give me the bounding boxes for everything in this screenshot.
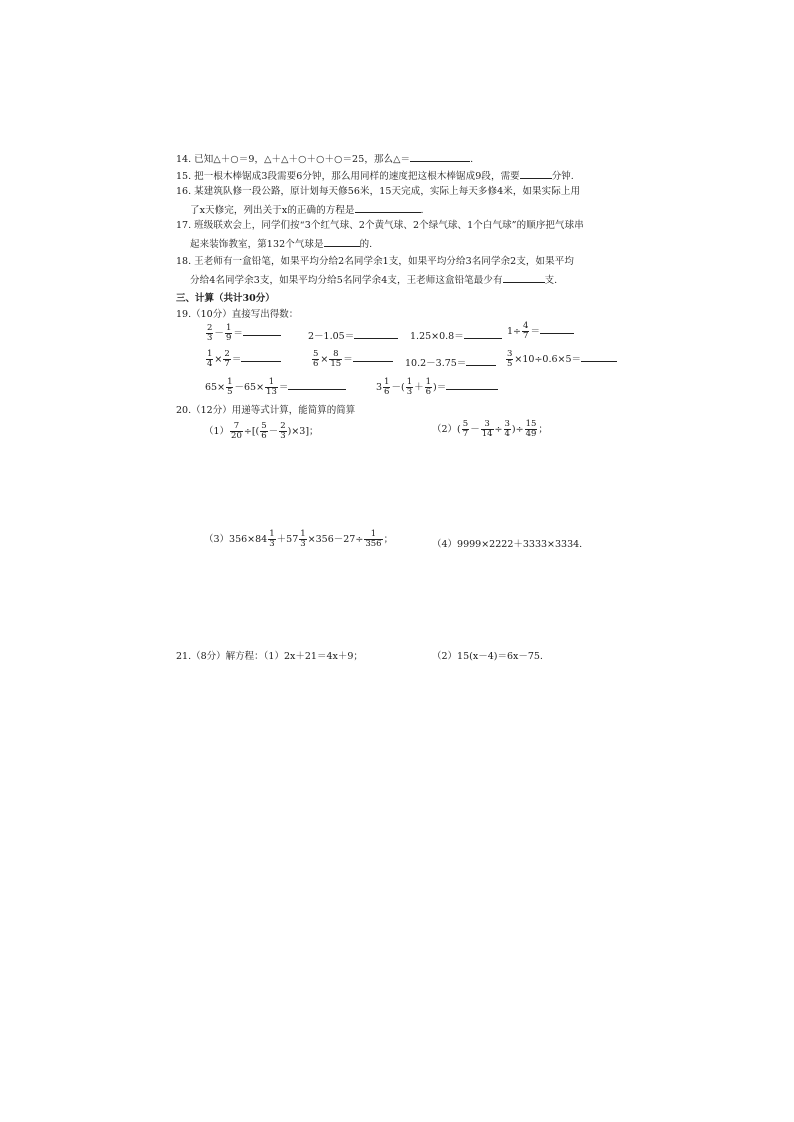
question-text: 王老师有一盒铅笔，如果平均分给2名同学余1支，如果平均分给3名同学余2支，如果平均 [194, 256, 574, 267]
question-text: 把一根木棒锯成3段需要6分钟，那么用同样的速度把这根木棒锯成9段，需要 [194, 171, 520, 182]
calc-item: $\frac{1}{4}$ × $\frac{2}{7}$ ＝ [205, 350, 281, 369]
fraction: $\frac{1}{13}$ [266, 377, 277, 397]
expression: ×3]； [291, 426, 319, 437]
calc-item [204, 530, 393, 549]
answer-blank[interactable] [581, 352, 617, 362]
fraction: $\frac{5}{6}$ [313, 349, 319, 369]
fraction: $\frac{7}{20}$ [231, 421, 242, 441]
expression: 9999×2222＋3333×3334. [457, 539, 583, 550]
question-17-cont [190, 237, 372, 251]
answer-blank[interactable] [446, 380, 498, 390]
expression: ； [538, 424, 548, 435]
answer-blank[interactable] [355, 203, 421, 213]
item-label: （1） [204, 426, 230, 437]
fraction: $\frac{15}{49}$ [525, 419, 537, 439]
question-16 [176, 186, 580, 198]
question-title: （12分）用递等式计算，能简算的简算 [191, 405, 356, 416]
question-text: 了x天修完，列出关于x的正确的方程是 [190, 205, 355, 216]
answer-blank[interactable] [540, 324, 574, 334]
expression: ； [383, 534, 394, 545]
question-text: 分给4名同学余3支，如果平均分给5名同学余4支，王老师这盒铅笔最少有 [190, 275, 503, 286]
question-number: 17. [176, 220, 192, 231]
fraction: $\frac{1}{3}$ [269, 529, 275, 549]
question-text: 已知△＋○＝9，△＋△＋○＋○＋○＝25，那么△＝ [194, 154, 411, 165]
question-number: 19. [176, 309, 192, 320]
calc-item: $\frac{2}{3}$ － $\frac{1}{9}$ ＝ [205, 324, 281, 343]
question-text: 某建筑队修一段公路，原计划每天修56米，15天完成，实际上每天多修4米，如果实际上用 [194, 186, 581, 197]
answer-blank[interactable] [503, 273, 545, 283]
question-title: （10分）直接写出得数： [191, 309, 299, 320]
calc-item [308, 328, 398, 342]
answer-blank[interactable] [520, 169, 552, 179]
question-number: 21. [176, 651, 192, 662]
item-label: （3） [204, 534, 230, 545]
answer-blank[interactable] [466, 356, 496, 366]
answer-blank[interactable] [354, 329, 398, 339]
calc-item: 65× $\frac{1}{5}$ －65× $\frac{1}{13}$ ＝ [205, 378, 346, 397]
fraction: $\frac{1}{6}$ [425, 377, 432, 397]
question-tail: . [420, 205, 424, 216]
fraction: $\frac{1}{3}$ [406, 377, 413, 397]
question-number: 20. [176, 405, 192, 416]
whole-number: 3 [376, 382, 383, 393]
fraction: $\frac{1}{356}$ [365, 529, 382, 549]
calc-item: （2）( $\frac{5}{7}$ － $\frac{3}{14}$ ÷ $\frac{3}{4}$ )÷ $\frac{15}{49}$ ； [432, 419, 548, 439]
answer-blank[interactable] [410, 152, 470, 162]
expression: 2－1.05＝ [308, 331, 355, 342]
answer-blank[interactable] [464, 329, 502, 339]
question-number: 18. [176, 256, 192, 267]
question-18 [176, 256, 574, 268]
question-17 [176, 220, 584, 232]
answer-blank[interactable] [353, 352, 393, 362]
question-title: （8分）解方程： [191, 651, 264, 662]
equation-1: （1）2x＋21＝4x＋9； [263, 651, 363, 662]
question-tail: . [470, 154, 474, 165]
calc-item: （1） $\frac{7}{20}$ ÷[( $\frac{5}{6}$ － $\frac{2}{3}$ )×3]； [204, 421, 319, 441]
expression: 65× [205, 382, 226, 393]
question-20-title [176, 405, 355, 417]
question-text: 起来装饰教室，第132个气球是 [190, 239, 324, 250]
expression: 10.2－3.75＝ [405, 358, 467, 369]
question-tail: 的. [359, 239, 373, 250]
fraction: $\frac{1}{6}$ [384, 377, 390, 397]
fraction: $\frac{4}{7}$ [523, 321, 529, 341]
question-18-cont [190, 273, 557, 287]
calc-item: 3 $\frac{1}{6}$ －( $\frac{1}{3}$ ＋ $\frac{1}{6}$ )＝ [376, 378, 498, 397]
fraction: $\frac{2}{3}$ [207, 323, 213, 343]
calc-item [432, 536, 582, 550]
question-number: 15. [176, 171, 192, 182]
expression: 1÷ [507, 326, 522, 337]
answer-blank[interactable] [243, 326, 281, 336]
answer-blank[interactable] [241, 352, 281, 362]
calc-item: 1÷ $\frac{4}{7}$ ＝ [507, 322, 574, 341]
fraction: $\frac{3}{4}$ [504, 419, 510, 439]
fraction: $\frac{1}{9}$ [225, 323, 232, 343]
expression: ×356－27÷ [307, 534, 364, 545]
fraction: $\frac{3}{5}$ [507, 349, 513, 369]
expression: 1.25×0.8＝ [410, 331, 464, 342]
question-text: 班级联欢会上，同学们按“3个红气球、2个黄气球、2个绿气球、1个白气球”的顺序把气球串 [194, 220, 584, 231]
fraction: $\frac{2}{3}$ [280, 421, 286, 441]
fraction: $\frac{5}{6}$ [261, 421, 267, 441]
section-heading: 三、计算（共计30分） [176, 293, 275, 304]
answer-blank[interactable] [288, 380, 346, 390]
question-tail: 支. [544, 275, 558, 286]
expression: ×10÷0.6×5＝ [514, 354, 582, 365]
item-label: （2） [432, 424, 458, 435]
item-label: （4） [432, 539, 458, 550]
calc-item [410, 328, 502, 342]
fraction: $\frac{1}{5}$ [227, 377, 233, 397]
equation-2: （2）15(x－4)＝6x－75. [432, 651, 543, 662]
calc-item [405, 355, 496, 369]
fraction: $\frac{2}{7}$ [224, 349, 230, 369]
question-number: 16. [176, 186, 192, 197]
expression: －65× [234, 382, 265, 393]
expression: ＋57 [276, 534, 299, 545]
question-number: 14. [176, 154, 192, 165]
question-16-cont [190, 203, 424, 217]
answer-blank[interactable] [324, 237, 360, 247]
question-19-title [176, 309, 298, 321]
question-tail: 分钟. [551, 171, 574, 182]
question-15 [176, 169, 574, 183]
fraction: $\frac{3}{14}$ [481, 419, 493, 439]
fraction: $\frac{1}{3}$ [300, 529, 306, 549]
expression: 356×84 [229, 534, 268, 545]
fraction: $\frac{5}{7}$ [462, 419, 469, 439]
calc-item [505, 350, 617, 369]
fraction: $\frac{8}{15}$ [330, 349, 342, 369]
question-14 [176, 152, 473, 166]
question-21 [176, 651, 363, 663]
fraction: $\frac{1}{4}$ [207, 349, 213, 369]
calc-item: $\frac{5}{6}$ × $\frac{8}{15}$ ＝ [311, 350, 393, 369]
